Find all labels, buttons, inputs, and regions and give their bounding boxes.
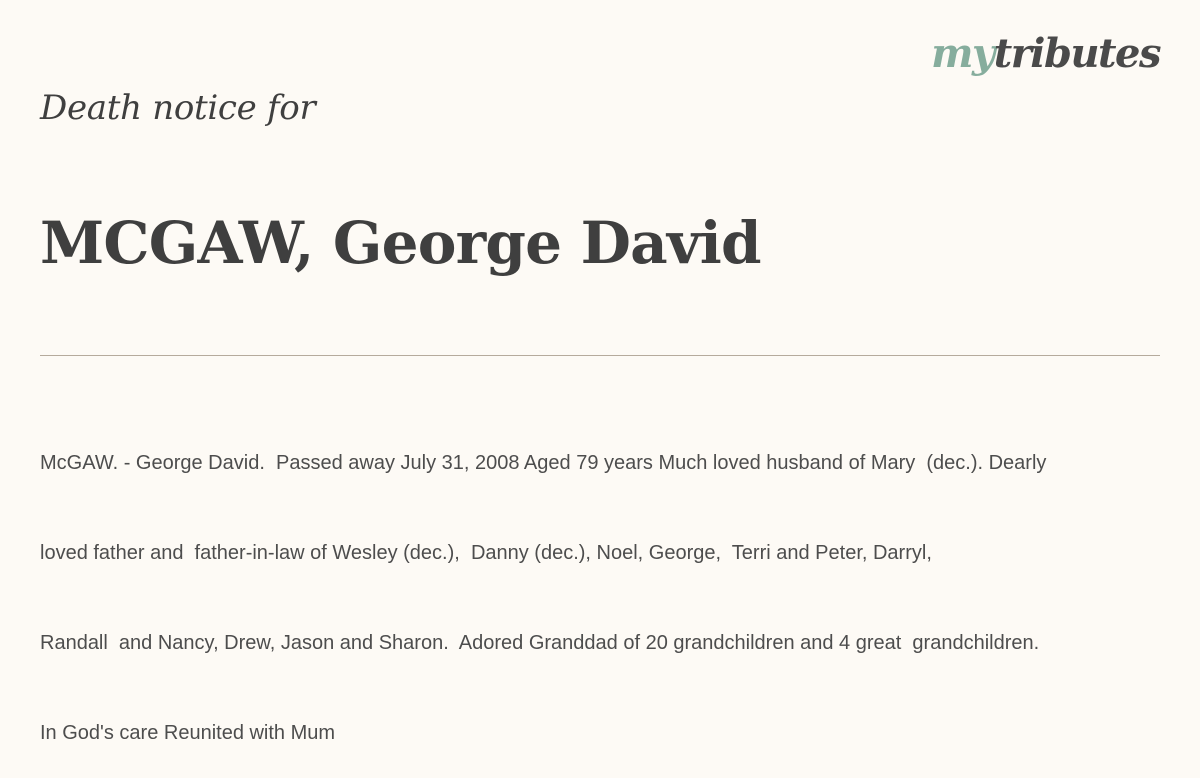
notice-body-line: Randall and Nancy, Drew, Jason and Sharon. Adored Granddad of 20 grandchildren and 4 great grandchildren. bbox=[40, 632, 1040, 654]
logo-part-tributes: tributes bbox=[993, 30, 1160, 77]
divider bbox=[40, 355, 1160, 356]
notice-body-line: In God's care Reunited with Mum bbox=[40, 722, 336, 744]
notice-body-line: McGAW. - George David. Passed away July 31, 2008 Aged 79 years Much loved husband of Mary (dec.). Dearly bbox=[40, 452, 1047, 474]
notice-body bbox=[40, 388, 1180, 778]
notice-body-line: loved father and father-in-law of Wesley (dec.), Danny (dec.), Noel, George, Terri and Peter, Darryl, bbox=[40, 542, 932, 564]
deceased-name: MCGAW, George David bbox=[40, 209, 761, 277]
notice-kicker: Death notice for bbox=[40, 88, 316, 128]
mytributes-logo[interactable] bbox=[931, 30, 1160, 77]
logo-part-my: my bbox=[931, 30, 994, 77]
